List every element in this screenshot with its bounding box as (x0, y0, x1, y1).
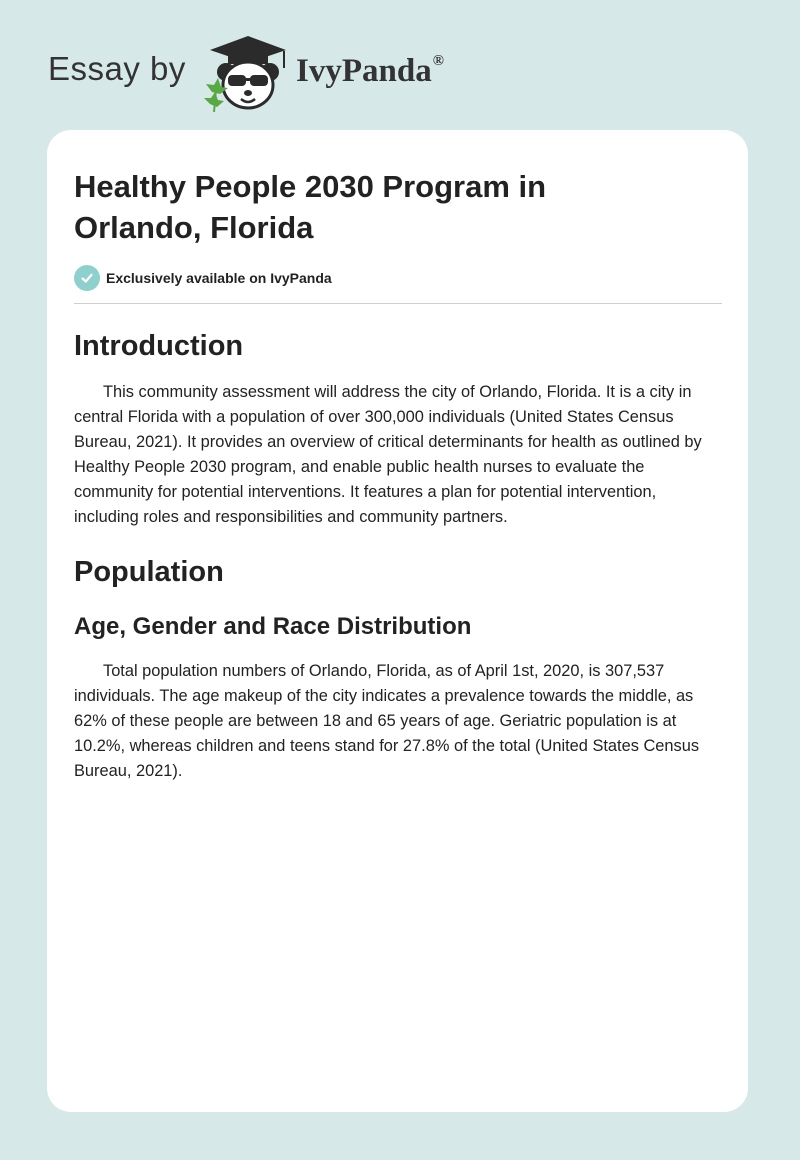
essay-by-label: Essay by (48, 50, 186, 87)
section-heading-introduction: Introduction (74, 330, 244, 362)
check-circle-icon (74, 265, 100, 291)
section-heading-population: Population (74, 556, 224, 588)
subsection-heading-age-gender-race: Age, Gender and Race Distribution (74, 613, 472, 640)
site-header (0, 0, 800, 130)
population-paragraph: Total population numbers of Orlando, Florida, as of April 1st, 2020, is 307,537 individuals. The age makeup of the city indicates a prevalence towards the middle, as 62% of these people are between 18 and 65 years of age. Geriatric population is at 10.2%, whereas children and teens stand for 27.8% of the total (United States Census Bureau, 2021). (74, 662, 700, 780)
divider (74, 303, 722, 304)
essay-card (47, 130, 748, 1112)
introduction-paragraph: This community assessment will address the city of Orlando, Florida. It is a city in central Florida with a population of over 300,000 individuals (United States Census Bureau, 2021). It provides an overview of critical determinants for health as outlined by Healthy People 2030 program, and enable public health nurses to evaluate the community for potential interventions. It features a plan for potential intervention, including roles and responsibilities and community partners. (74, 383, 702, 526)
panda-graduate-logo-icon[interactable] (198, 30, 298, 114)
brand-name[interactable] (296, 53, 444, 90)
brand-text: IvyPanda (296, 53, 432, 89)
badge-label: Exclusively available on IvyPanda (106, 270, 332, 286)
exclusive-badge (74, 265, 722, 291)
registered-mark: ® (432, 53, 444, 69)
page-title: Healthy People 2030 Program in Orlando, Florida (74, 169, 547, 245)
